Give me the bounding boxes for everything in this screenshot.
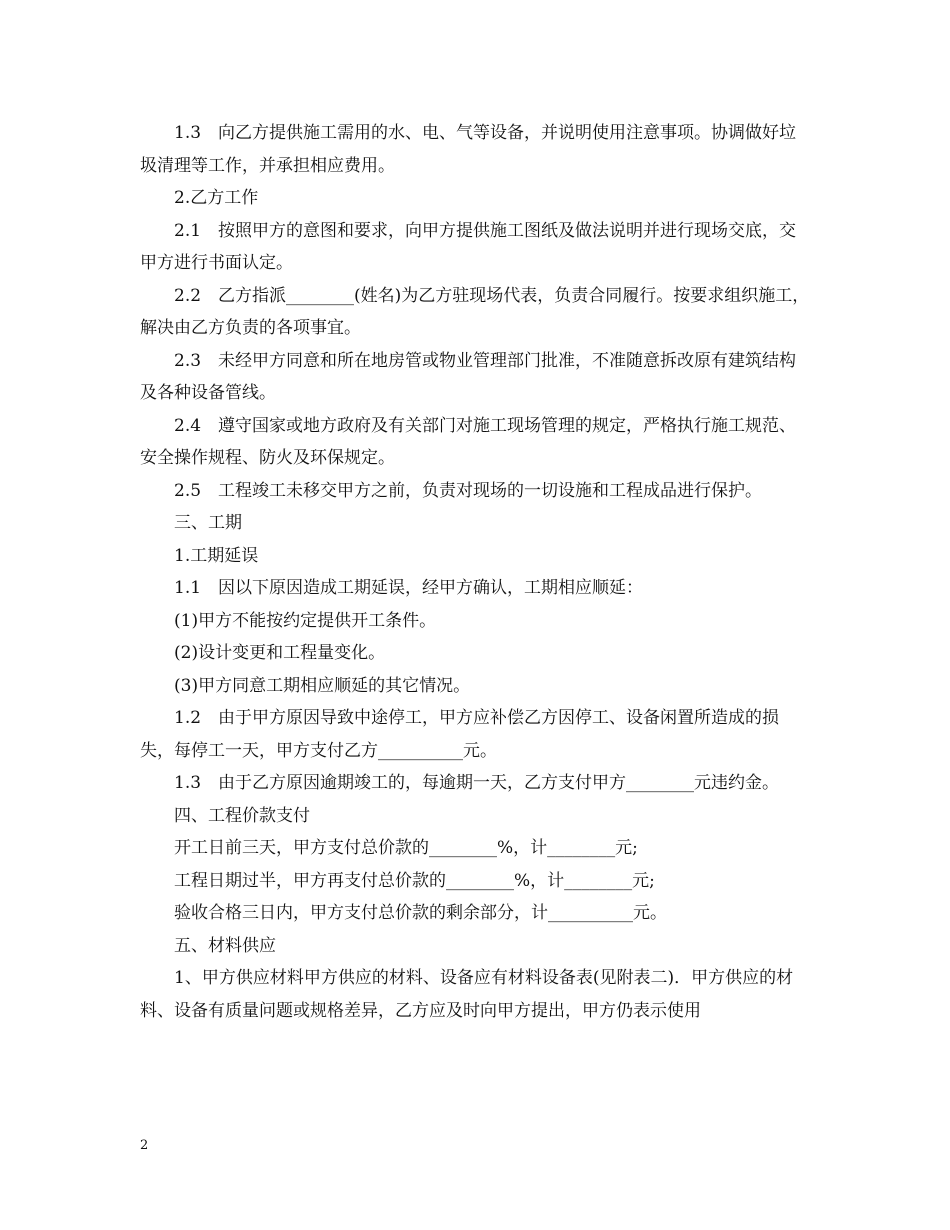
payment-line-2: 工程日期过半，甲方再支付总价款的________%，计________元;	[174, 870, 655, 891]
payment-line-3: 验收合格三日内，甲方支付总价款的剩余部分，计__________元。	[174, 903, 667, 923]
section-heading-payment: 四、工程价款支付	[174, 805, 310, 826]
list-item-3: (3)甲方同意工期相应顺延的其它情况。	[174, 675, 471, 696]
paragraph-2-5: 2.5 工程竣工未移交甲方之前，负责对现场的一切设施和工程成品进行保护。	[174, 480, 763, 501]
section-heading-schedule: 三、工期	[174, 513, 242, 533]
paragraph-2-1: 2.1 按照甲方的意图和要求，向甲方提供施工图纸及做法说明并进行现场交底，交甲方进行书面认定。	[140, 220, 797, 273]
payment-line-1: 开工日前三天，甲方支付总价款的________%，计________元;	[174, 838, 638, 858]
page-number: 2	[140, 1138, 149, 1153]
paragraph-2-3: 2.3 未经甲方同意和所在地房管或物业管理部门批准，不准随意拆改原有建筑结构及各种设备管线。	[140, 350, 797, 403]
paragraph-1-3-penalty: 1.3 由于乙方原因逾期竣工的，每逾期一天，乙方支付甲方________元违约金。	[174, 773, 780, 793]
document-body	[140, 117, 812, 1027]
section-heading-materials: 五、材料供应	[174, 935, 276, 956]
paragraph-1-2-compensation: 1.2 由于甲方原因导致中途停工，甲方应补偿乙方因停工、设备闲置所造成的损失，每停工一天，甲方支付乙方__________元。	[140, 708, 780, 761]
paragraph-2-4: 2.4 遵守国家或地方政府及有关部门对施工现场管理的规定，严格执行施工规范、安全操作规程、防火及环保规定。	[140, 415, 797, 468]
paragraph-1-3-utilities: 1.3 向乙方提供施工需用的水、电、气等设备，并说明使用注意事项。协调做好垃圾清理等工作，并承担相应费用。	[140, 123, 797, 176]
list-item-2: (2)设计变更和工程量变化。	[174, 643, 386, 663]
paragraph-materials-1: 1、甲方供应材料甲方供应的材料、设备应有材料设备表(见附表二)．甲方供应的材料、设备有质量问题或规格差异，乙方应及时向甲方提出，甲方仍表示使用	[140, 968, 794, 1021]
heading-schedule-delay: 1.工期延误	[174, 545, 259, 566]
list-item-1: (1)甲方不能按约定提供开工条件。	[174, 610, 437, 631]
paragraph-1-1-delay: 1.1 因以下原因造成工期延误，经甲方确认，工期相应顺延：	[174, 578, 644, 598]
paragraph-2-2: 2.2 乙方指派________(姓名)为乙方驻现场代表，负责合同履行。按要求组织施工，解决由乙方负责的各项事宜。	[140, 285, 810, 338]
heading-party-b-work: 2.乙方工作	[174, 188, 259, 208]
